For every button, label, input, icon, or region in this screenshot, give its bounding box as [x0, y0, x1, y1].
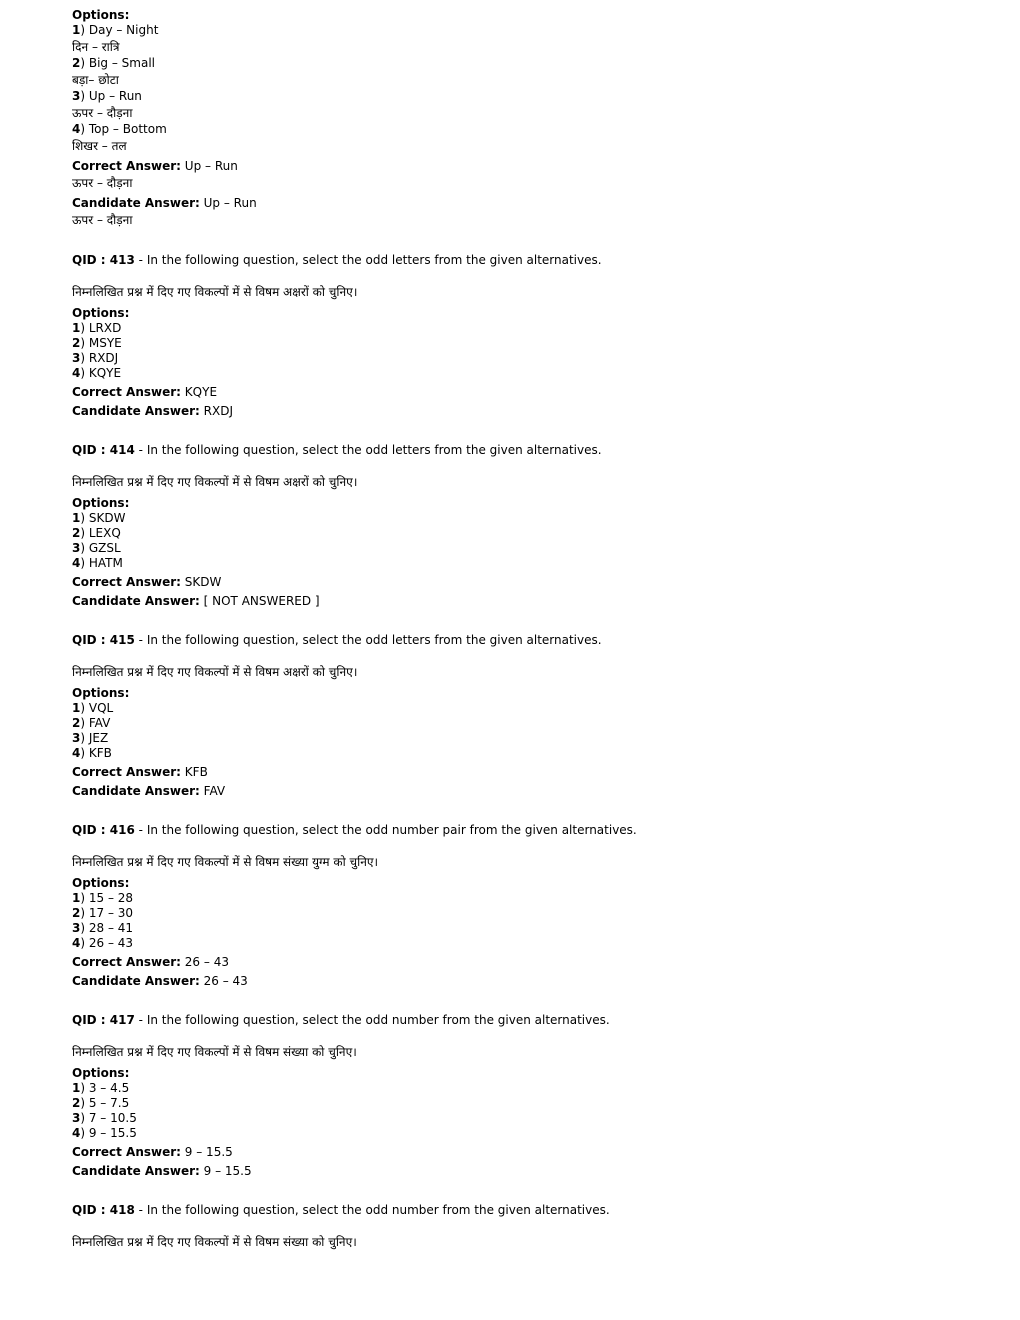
option-item: 1) SKDW: [72, 511, 126, 525]
correct-answer-value: 26 – 43: [184, 955, 229, 969]
option-number: 3: [72, 541, 81, 555]
qid-label: [72, 1203, 135, 1217]
option-text: JEZ: [88, 731, 109, 745]
question-text-hi: निम्नलिखित प्रश्न में दिए गए विकल्पों में से विषम संख्या को चुनिए।: [72, 1045, 357, 1059]
option-text: LRXD: [88, 321, 122, 335]
option-number: 4: [72, 1126, 81, 1140]
option-number: 4: [72, 936, 81, 950]
candidate-answer-value-en: Up – Run: [203, 196, 257, 210]
option-text: 15 – 28: [88, 891, 134, 905]
option-number: 2: [72, 56, 81, 70]
question-header: QID : 413 - In the following question, select the odd letters from the given alternatives.: [72, 253, 602, 267]
option-number: 4: [72, 366, 81, 380]
correct-answer: [72, 159, 972, 174]
correct-answer-value: 9 – 15.5: [184, 1145, 233, 1159]
option-item: 2) 17 – 30: [72, 906, 134, 920]
option-number: 1: [72, 701, 81, 715]
option-item: 2) 5 – 7.5: [72, 1096, 130, 1110]
option-number: 2: [72, 1096, 81, 1110]
qid-number: 416: [109, 823, 135, 837]
option-text: SKDW: [88, 511, 126, 525]
option-text: KQYE: [88, 366, 122, 380]
correct-answer-label: Correct Answer:: [72, 385, 181, 399]
correct-answer-value-hi: ऊपर – दौड़ना: [72, 176, 133, 190]
qid-prefix: QID :: [72, 633, 106, 647]
qid-label: [72, 443, 135, 457]
question-block: [72, 1203, 972, 1250]
option-number: 3: [72, 731, 81, 745]
option-text: 26 – 43: [88, 936, 134, 950]
correct-answer-label: Correct Answer:: [72, 765, 181, 779]
qid-label: [72, 633, 135, 647]
question-text-hi: निम्नलिखित प्रश्न में दिए गए विकल्पों में से विषम अक्षरों को चुनिए।: [72, 665, 358, 679]
option-number: 3: [72, 89, 81, 103]
candidate-answer-label: Candidate Answer:: [72, 784, 200, 798]
qid-prefix: QID :: [72, 1203, 106, 1217]
candidate-answer-value: RXDJ: [203, 404, 233, 418]
option-text: LEXQ: [88, 526, 121, 540]
candidate-answer-value: [ NOT ANSWERED ]: [203, 594, 320, 608]
qid-number: 415: [109, 633, 135, 647]
correct-answer-value: SKDW: [184, 575, 222, 589]
option-number: 4: [72, 122, 81, 136]
option-text: 9 – 15.5: [88, 1126, 137, 1140]
correct-answer: [72, 575, 972, 590]
option-text: 5 – 7.5: [88, 1096, 130, 1110]
answer-key-page: [72, 8, 972, 1250]
option-text: 28 – 41: [88, 921, 134, 935]
option-item: 4) 26 – 43: [72, 936, 134, 950]
option-text: HATM: [88, 556, 123, 570]
question-block: [72, 823, 972, 989]
options-label: Options:: [72, 876, 130, 890]
options-label: Options:: [72, 686, 130, 700]
question-text-hi: निम्नलिखित प्रश्न में दिए गए विकल्पों में से विषम संख्या को चुनिए।: [72, 1235, 357, 1249]
option-text: MSYE: [88, 336, 122, 350]
question-text-en: In the following question, select the odd number pair from the given alternatives.: [146, 823, 637, 837]
question-header: QID : 417 - In the following question, select the odd number from the given alternatives.: [72, 1013, 610, 1027]
option-item: 2) Big – Small बड़ा– छोटा: [72, 56, 972, 89]
correct-answer-value: KFB: [184, 765, 208, 779]
option-number: 4: [72, 556, 81, 570]
candidate-answer-value: 9 – 15.5: [203, 1164, 252, 1178]
option-number: 4: [72, 746, 81, 760]
option-number: 1: [72, 321, 81, 335]
question-text-en: In the following question, select the odd number from the given alternatives.: [146, 1013, 610, 1027]
option-number: 1: [72, 511, 81, 525]
option-item: 3) RXDJ: [72, 351, 119, 365]
question-header: QID : 418 - In the following question, select the odd number from the given alternatives.: [72, 1203, 610, 1217]
option-item: 3) Up – Run ऊपर – दौड़ना: [72, 89, 972, 122]
option-text-en: Up – Run: [88, 89, 142, 103]
question-text-en: In the following question, select the odd number from the given alternatives.: [146, 1203, 610, 1217]
options-label: Options:: [72, 1066, 130, 1080]
question-text-hi: निम्नलिखित प्रश्न में दिए गए विकल्पों में से विषम अक्षरों को चुनिए।: [72, 285, 358, 299]
option-text-hi: ऊपर – दौड़ना: [72, 106, 133, 120]
candidate-answer: [72, 594, 972, 609]
question-list: [72, 253, 972, 1250]
option-text: FAV: [88, 716, 111, 730]
option-text-en: Top – Bottom: [88, 122, 167, 136]
question-text-hi: निम्नलिखित प्रश्न में दिए गए विकल्पों में से विषम संख्या युग्म को चुनिए।: [72, 855, 379, 869]
option-item: 4) KQYE: [72, 366, 122, 380]
option-item: 1) VQL: [72, 701, 114, 715]
correct-answer-label: Correct Answer:: [72, 575, 181, 589]
qid-prefix: QID :: [72, 1013, 106, 1027]
correct-answer-label: Correct Answer:: [72, 159, 181, 173]
qid-prefix: QID :: [72, 253, 106, 267]
qid-prefix: QID :: [72, 443, 106, 457]
correct-answer: [72, 955, 972, 970]
option-text: VQL: [88, 701, 114, 715]
option-item: 1) LRXD: [72, 321, 122, 335]
qid-prefix: QID :: [72, 823, 106, 837]
correct-answer-label: Correct Answer:: [72, 1145, 181, 1159]
candidate-answer-label: Candidate Answer:: [72, 594, 200, 608]
options-label: Options:: [72, 496, 130, 510]
option-item: 4) Top – Bottom शिखर – तल: [72, 122, 972, 155]
option-text-hi: बड़ा– छोटा: [72, 73, 119, 87]
option-item: 1) 15 – 28: [72, 891, 134, 905]
question-header: QID : 416 - In the following question, select the odd number pair from the given alternatives.: [72, 823, 637, 837]
option-number: 3: [72, 921, 81, 935]
correct-answer-value: KQYE: [184, 385, 218, 399]
candidate-answer-label: Candidate Answer:: [72, 196, 200, 210]
question-block: [72, 443, 972, 609]
option-item: 3) 7 – 10.5: [72, 1111, 137, 1125]
correct-answer-label: Correct Answer:: [72, 955, 181, 969]
candidate-answer: [72, 784, 972, 799]
question-block: [72, 1013, 972, 1179]
option-number: 2: [72, 336, 81, 350]
question-header: QID : 415 - In the following question, select the odd letters from the given alternatives.: [72, 633, 602, 647]
option-item: 4) HATM: [72, 556, 123, 570]
candidate-answer-value: FAV: [203, 784, 226, 798]
qid-label: [72, 823, 135, 837]
option-number: 2: [72, 716, 81, 730]
option-text-hi: दिन – रात्रि: [72, 40, 120, 54]
question-header: QID : 414 - In the following question, select the odd letters from the given alternatives.: [72, 443, 602, 457]
candidate-answer: [72, 1164, 972, 1179]
option-text-hi: शिखर – तल: [72, 139, 127, 153]
option-text-en: Day – Night: [88, 23, 159, 37]
option-number: 1: [72, 23, 81, 37]
question-block: [72, 253, 972, 419]
option-text: KFB: [88, 746, 112, 760]
option-item: 3) GZSL: [72, 541, 121, 555]
candidate-answer-value: 26 – 43: [203, 974, 248, 988]
option-number: 1: [72, 891, 81, 905]
option-item: 4) 9 – 15.5: [72, 1126, 137, 1140]
option-item: 2) LEXQ: [72, 526, 121, 540]
candidate-answer: [72, 974, 972, 989]
option-item: 2) FAV: [72, 716, 111, 730]
question-text-hi: निम्नलिखित प्रश्न में दिए गए विकल्पों में से विषम अक्षरों को चुनिए।: [72, 475, 358, 489]
qid-label: [72, 1013, 135, 1027]
option-number: 1: [72, 1081, 81, 1095]
option-text: RXDJ: [88, 351, 119, 365]
correct-answer: [72, 1145, 972, 1160]
option-item: 2) MSYE: [72, 336, 122, 350]
option-text: 17 – 30: [88, 906, 134, 920]
option-item: 3) 28 – 41: [72, 921, 134, 935]
qid-label: [72, 253, 135, 267]
candidate-answer-value-hi: ऊपर – दौड़ना: [72, 213, 133, 227]
qid-number: 413: [109, 253, 135, 267]
question-text-en: In the following question, select the odd letters from the given alternatives.: [146, 253, 602, 267]
options-label: Options:: [72, 8, 130, 22]
question-text-en: In the following question, select the odd letters from the given alternatives.: [146, 633, 602, 647]
options-label: Options:: [72, 306, 130, 320]
correct-answer-value-en: Up – Run: [184, 159, 238, 173]
candidate-answer: [72, 196, 972, 211]
question-block-continued: [72, 8, 972, 229]
option-number: 3: [72, 351, 81, 365]
option-text: 3 – 4.5: [88, 1081, 130, 1095]
qid-number: 418: [109, 1203, 135, 1217]
candidate-answer-label: Candidate Answer:: [72, 1164, 200, 1178]
option-number: 2: [72, 906, 81, 920]
option-item: 1) Day – Night दिन – रात्रि: [72, 23, 972, 56]
option-item: 1) 3 – 4.5: [72, 1081, 130, 1095]
option-text: GZSL: [88, 541, 121, 555]
candidate-answer-label: Candidate Answer:: [72, 974, 200, 988]
qid-number: 417: [109, 1013, 135, 1027]
qid-number: 414: [109, 443, 135, 457]
correct-answer: [72, 385, 972, 400]
option-text: 7 – 10.5: [88, 1111, 137, 1125]
question-text-en: In the following question, select the odd letters from the given alternatives.: [146, 443, 602, 457]
option-item: 4) KFB: [72, 746, 112, 760]
candidate-answer: [72, 404, 972, 419]
option-text-en: Big – Small: [88, 56, 155, 70]
option-item: 3) JEZ: [72, 731, 109, 745]
option-number: 3: [72, 1111, 81, 1125]
candidate-answer-label: Candidate Answer:: [72, 404, 200, 418]
question-block: [72, 633, 972, 799]
correct-answer: [72, 765, 972, 780]
option-number: 2: [72, 526, 81, 540]
